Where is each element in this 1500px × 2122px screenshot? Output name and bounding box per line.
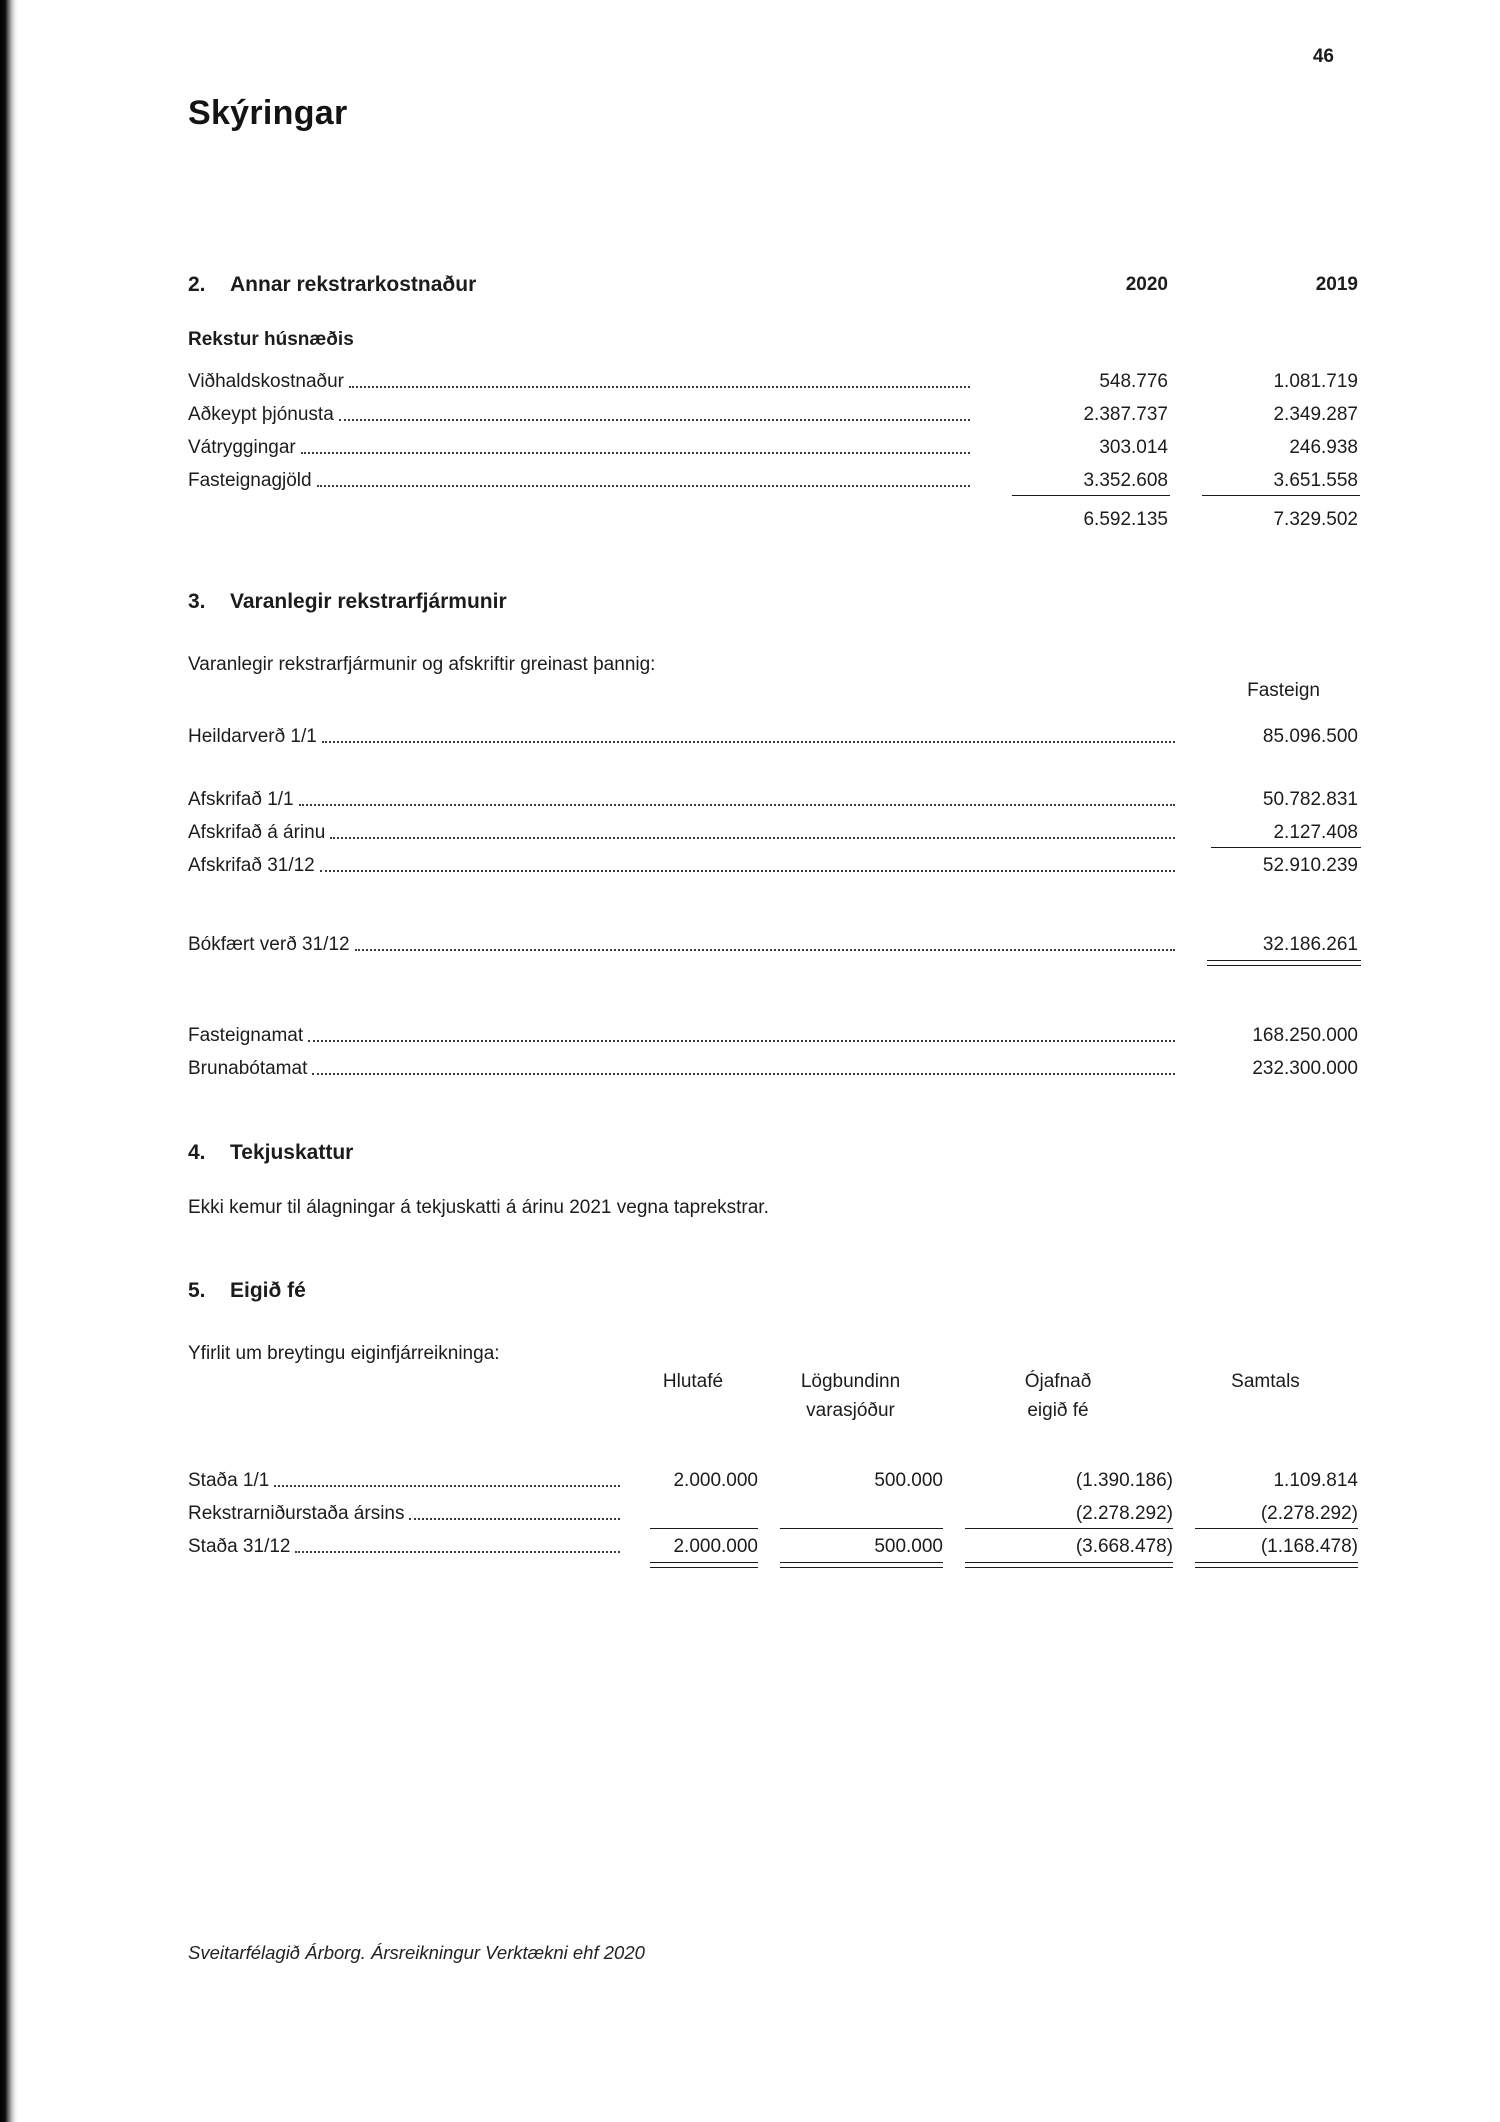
equity-row-rekstrarnidurstada (188, 1493, 1358, 1526)
row-label: Brunabótamat (188, 1058, 308, 1079)
dot-leader (317, 485, 970, 487)
row-afskrifad-1-1 (188, 779, 1358, 812)
row-label-cell (188, 1470, 628, 1493)
row-label-cell (188, 1536, 628, 1559)
equity-row-stada-31-12 (188, 1526, 1358, 1559)
header-line-2: eigið fé (1027, 1400, 1089, 1421)
value-varasjodur: 500.000 (758, 1536, 943, 1559)
equity-row-stada-1-1 (188, 1460, 1358, 1493)
dot-leader (355, 949, 1175, 951)
dot-leader (322, 741, 1175, 743)
value-2020: 3.352.608 (978, 470, 1168, 493)
expense-rows (188, 361, 1358, 532)
value-hlutafe (628, 1525, 758, 1526)
row-heildarverd (188, 716, 1358, 749)
value-fasteign: 232.300.000 (1252, 1058, 1358, 1079)
section-3-number: 3. (188, 590, 206, 613)
row-label: Rekstrarniðurstaða ársins (188, 1503, 405, 1524)
totals-row (188, 499, 1358, 532)
value-fasteign: 2.127.408 (1183, 822, 1358, 845)
column-header-2020: 2020 (1125, 274, 1168, 295)
dot-leader (295, 1551, 620, 1553)
section-varanlegir-rekstrarfjarmunir (188, 584, 1358, 1081)
value-varasjodur (758, 1525, 943, 1526)
section-4-heading-row (188, 1135, 1358, 1165)
value-hlutafe: 2.000.000 (628, 1536, 758, 1559)
value-2020: 548.776 (1099, 371, 1168, 392)
section-3-intro: Varanlegir rekstrarfjármunir og afskriftir greinast þannig: (188, 654, 656, 675)
dot-leader (301, 452, 970, 454)
value-fasteign: 32.186.261 (1183, 934, 1358, 957)
section-annar-rekstrarkostnadur (188, 267, 1358, 532)
row-label: Fasteignamat (188, 1025, 304, 1046)
total-2019: 7.329.502 (1273, 509, 1358, 530)
section-2-heading-row (188, 267, 1358, 297)
value-ojafnad: (2.278.292) (943, 1503, 1173, 1526)
dot-leader (409, 1518, 620, 1520)
dot-leader (330, 837, 1175, 839)
expense-row-vatryggingar (188, 427, 1358, 460)
row-label: Heildarverð 1/1 (188, 726, 317, 747)
value-2020: 2.387.737 (1083, 404, 1168, 425)
row-label: Afskrifað á árinu (188, 822, 326, 843)
value-samtals: 1.109.814 (1273, 1470, 1358, 1491)
header-line-1: Samtals (1231, 1371, 1300, 1392)
row-label: Vátryggingar (188, 437, 296, 458)
row-fasteignamat (188, 1015, 1358, 1048)
column-header-fasteign: Fasteign (1247, 680, 1320, 701)
row-label-cell (188, 1503, 628, 1526)
row-label: Fasteignagjöld (188, 470, 312, 491)
section-3-heading-row (188, 584, 1358, 614)
value-hlutafe: 2.000.000 (673, 1470, 758, 1491)
value-fasteign: 168.250.000 (1252, 1025, 1358, 1046)
value-2019: 1.081.719 (1273, 371, 1358, 392)
section-4-text: Ekki kemur til álagningar á tekjuskatti á árinu 2021 vegna taprekstrar. (188, 1197, 769, 1218)
row-label: Aðkeypt þjónusta (188, 404, 334, 425)
section-2-title: Annar rekstrarkostnaður (230, 273, 477, 296)
section-5-intro: Yfirlit um breytingu eiginfjárreikninga: (188, 1343, 500, 1364)
dot-leader (299, 804, 1175, 806)
value-ojafnad: (1.390.186) (1075, 1470, 1173, 1491)
header-line-1: Lögbundinn (800, 1371, 901, 1392)
total-2020: 6.592.135 (1083, 509, 1168, 530)
row-label: Afskrifað 31/12 (188, 855, 315, 876)
header-line-1: Hlutafé (662, 1371, 724, 1392)
subheading-rekstur-husnaedis: Rekstur húsnæðis (188, 329, 354, 350)
row-label: Viðhaldskostnaður (188, 371, 344, 392)
value-fasteign: 85.096.500 (1262, 726, 1358, 747)
row-brunabotamat (188, 1048, 1358, 1081)
afskrifad-rows (188, 779, 1358, 878)
equity-table-rows (188, 1460, 1358, 1559)
page-number: 46 (1312, 46, 1334, 67)
row-bokfaert-verd (188, 924, 1358, 957)
value-ojafnad: (3.668.478) (943, 1536, 1173, 1559)
row-label: Staða 1/1 (188, 1470, 270, 1491)
section-5-title: Eigið fé (230, 1279, 306, 1302)
dot-leader (339, 419, 970, 421)
value-fasteign: 50.782.831 (1262, 789, 1358, 810)
header-line-1: Ójafnað (1024, 1371, 1092, 1392)
footer-text: Sveitarfélagið Árborg. Ársreikningur Verktækni ehf 2020 (188, 1942, 645, 1963)
value-fasteign: 52.910.239 (1262, 855, 1358, 876)
section-5-heading-row (188, 1273, 1358, 1303)
dot-leader (312, 1073, 1175, 1075)
section-4-title: Tekjuskattur (230, 1141, 354, 1164)
col-header-samtals (1173, 1367, 1358, 1397)
col-header-ojafnad-eigid-fe (943, 1367, 1173, 1426)
expense-row-adkeypt-thjonusta (188, 394, 1358, 427)
scan-edge-artifact (0, 0, 18, 2122)
section-eigid-fe (188, 1273, 1358, 1559)
section-2-number: 2. (188, 273, 206, 296)
section-5-number: 5. (188, 1279, 206, 1302)
row-label: Afskrifað 1/1 (188, 789, 294, 810)
value-samtals: (1.168.478) (1173, 1536, 1358, 1559)
col-header-hlutafe (628, 1367, 758, 1397)
value-2019: 2.349.287 (1273, 404, 1358, 425)
value-2019: 246.938 (1289, 437, 1358, 458)
dot-leader (320, 870, 1175, 872)
row-afskrifad-a-arinu (188, 812, 1358, 845)
value-2019: 3.651.558 (1168, 470, 1358, 493)
mat-rows (188, 1015, 1358, 1081)
dot-leader (308, 1040, 1175, 1042)
dot-leader (349, 386, 970, 388)
equity-table-header (188, 1367, 1358, 1426)
section-tekjuskattur (188, 1135, 1358, 1219)
dot-leader (274, 1485, 620, 1487)
expense-row-fasteignagjold (188, 460, 1358, 493)
column-header-2019: 2019 (1315, 274, 1358, 295)
value-varasjodur: 500.000 (874, 1470, 943, 1491)
header-line-2: varasjóður (806, 1400, 895, 1421)
expense-row-vidhaldskostnadur (188, 361, 1358, 394)
value-2020: 303.014 (1099, 437, 1168, 458)
value-samtals: (2.278.292) (1173, 1503, 1358, 1526)
col-header-logbundinn-varasjodur (758, 1367, 943, 1426)
row-afskrifad-31-12 (188, 845, 1358, 878)
row-label: Bókfært verð 31/12 (188, 934, 350, 955)
section-3-title: Varanlegir rekstrarfjármunir (230, 590, 507, 613)
row-label: Staða 31/12 (188, 1536, 291, 1557)
page-title: Skýringar (188, 94, 348, 132)
section-4-number: 4. (188, 1141, 206, 1164)
